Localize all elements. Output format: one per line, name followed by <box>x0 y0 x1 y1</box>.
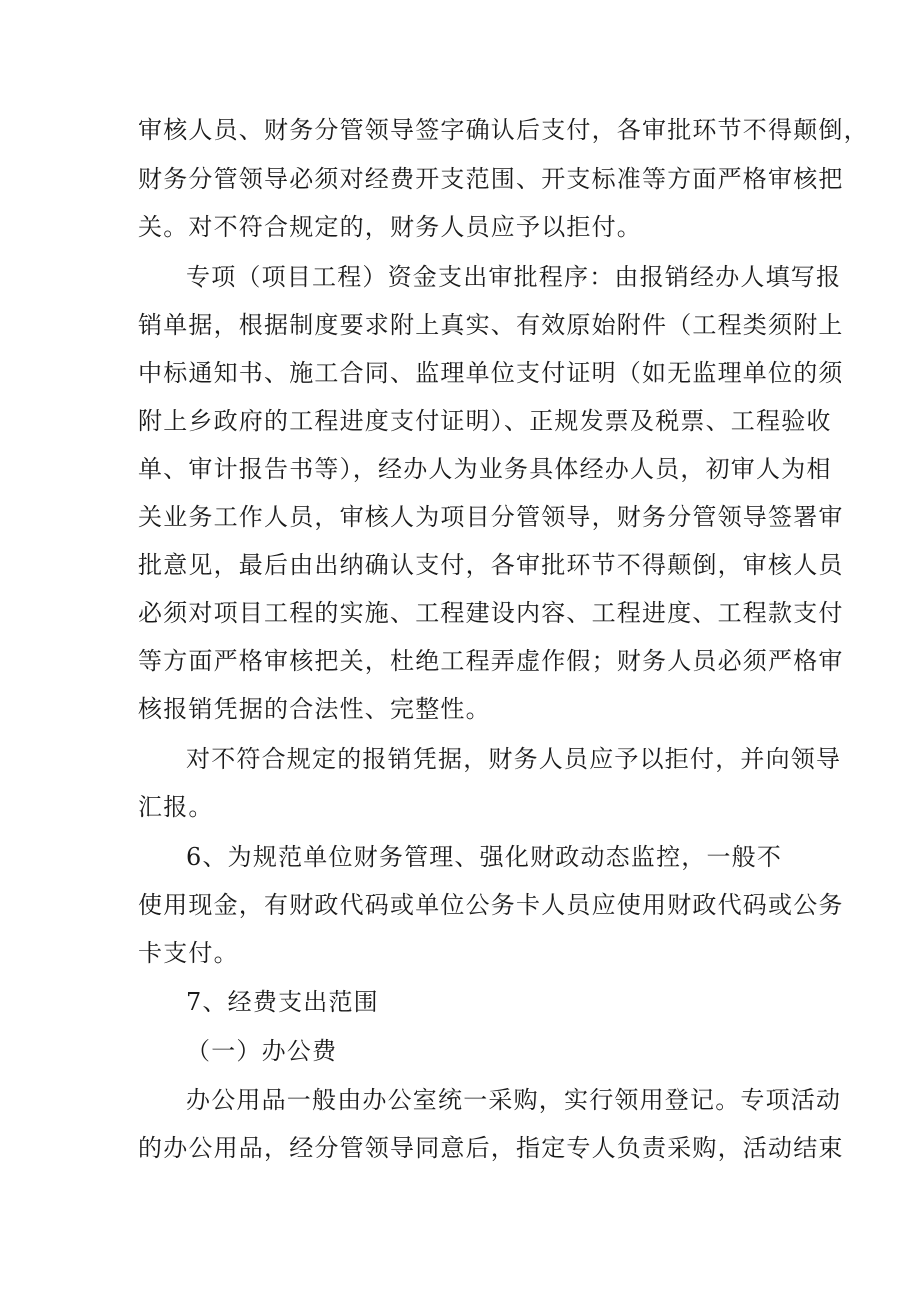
text-line: 关业务工作人员，审核人为项目分管领导，财务分管领导签署审 <box>138 503 844 531</box>
text-line: 审核人员、财务分管领导签字确认后支付，各审批环节不得颠倒， <box>138 116 869 144</box>
text-line: 等方面严格审核把关，杜绝工程弄虚作假；财务人员必须严格审 <box>138 647 844 675</box>
text-line: 财务分管领导必须对经费开支范围、开支标准等方面严格审核把 <box>138 165 844 193</box>
text-line: 核报销凭据的合法性、完整性。 <box>138 695 491 723</box>
text-line: 卡支付。 <box>138 939 239 967</box>
text-line: 使用现金，有财政代码或单位公务卡人员应使用财政代码或公务 <box>138 891 844 919</box>
text-line: 办公用品一般由办公室统一采购，实行领用登记。专项活动 <box>186 1086 842 1114</box>
text-line: 汇报。 <box>138 793 214 821</box>
text-line: 中标通知书、施工合同、监理单位支付证明（如无监理单位的须 <box>138 359 844 387</box>
text-line: 关。对不符合规定的，财务人员应予以拒付。 <box>138 213 642 241</box>
text-line: 7、经费支出范围 <box>186 988 379 1016</box>
text-line: 附上乡政府的工程进度支付证明）、正规发票及税票、工程验收 <box>138 407 832 435</box>
text-line: 专项（项目工程）资金支出审批程序：由报销经办人填写报 <box>186 263 842 291</box>
text-line: 批意见，最后由出纳确认支付，各审批环节不得颠倒，审核人员 <box>138 551 844 579</box>
text-line: （一）办公费 <box>186 1037 338 1065</box>
text-line: 对不符合规定的报销凭据，财务人员应予以拒付，并向领导 <box>186 745 842 773</box>
text-line: 6、为规范单位财务管理、强化财政动态监控，一般不 <box>186 843 783 871</box>
text-line: 销单据，根据制度要求附上真实、有效原始附件（工程类须附上 <box>138 311 844 339</box>
text-line: 必须对项目工程的实施、工程建设内容、工程进度、工程款支付 <box>138 599 844 627</box>
text-line: 的办公用品，经分管领导同意后，指定专人负责采购，活动结束 <box>138 1134 844 1162</box>
text-line: 单、审计报告书等），经办人为业务具体经办人员，初审人为相 <box>138 455 832 483</box>
